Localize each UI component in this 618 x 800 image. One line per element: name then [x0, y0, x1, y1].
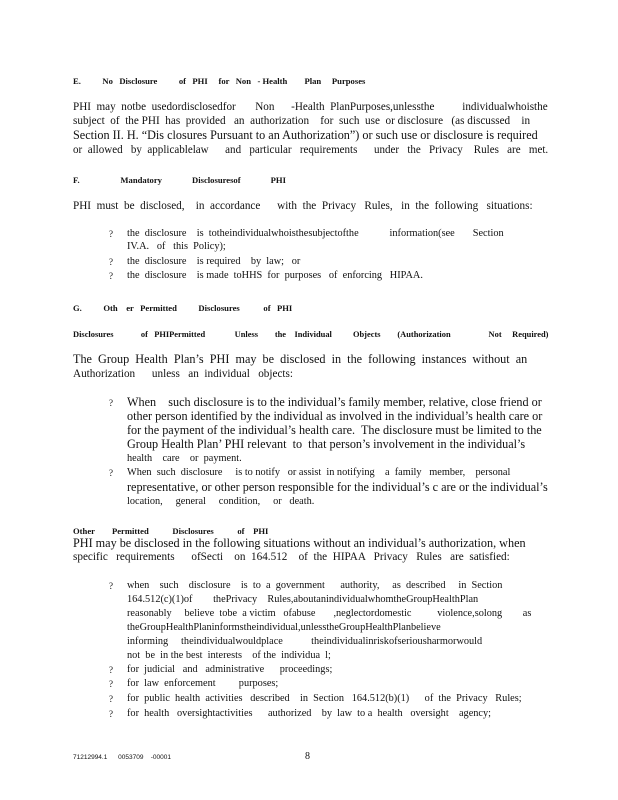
bullet-glyph: ? [109, 271, 113, 281]
section-g-bullet-1-line-3: for the payment of the individual’s health care. The disclosure must be limited to the [127, 423, 542, 437]
section-f-bullet-3: the disclosure is made toHHS for purposes of enforcing HIPAA. [127, 270, 423, 281]
section-g-intro-line-1: The Group Health Plan’s PHI may be disclosed in the following instances without an [73, 352, 528, 366]
section-e-line-2: subject of the PHI has provided an authorization for such use or disclosure (as discussed in [73, 115, 531, 127]
other-bullet-3: for law enforcement purposes; [127, 678, 279, 689]
bullet-glyph: ? [109, 665, 113, 675]
other-bullet-1-line-4: theGroupHealthPlaninformstheindividual,unlesstheGroupHealthPlanbelieve [127, 622, 441, 633]
section-e-line-4: or allowed by applicablelaw and particular requirements under the Privacy Rules are met. [73, 144, 549, 156]
section-g-bullet-1-line-2: other person identified by the individual as involved in the individual’s health care or [127, 409, 543, 423]
other-disclosures-heading: Other Permitted Disclosures of PHI [73, 526, 269, 536]
section-g-subheading: Disclosures of PHIPermitted Unless the Individual Objects (Authorization Not Required) [73, 329, 549, 339]
section-f-bullet-2: the disclosure is required by law; or [127, 256, 301, 267]
bullet-glyph: ? [109, 581, 113, 591]
bullet-glyph: ? [109, 694, 113, 704]
section-f-intro: PHI must be disclosed, in accordance with the Privacy Rules, in the following situations: [73, 200, 533, 212]
other-disclosures-intro-line-2: specific requirements ofSecti on 164.512 of the HIPAA Privacy Rules are satisfied: [73, 551, 510, 563]
section-g-bullet-1-line-4: Group Health Plan’ PHI relevant to that person’s involvement in the individual’s [127, 437, 526, 451]
document-id: 71212994.1 0053709 -00001 [73, 754, 171, 761]
section-g-bullet-1-line-5: health care or payment. [127, 453, 242, 464]
bullet-glyph: ? [109, 468, 113, 478]
section-e-line-3: Section II. H. “Dis closures Pursuant to an Authorization”) or such use or disclosure is required [73, 128, 538, 142]
section-e-heading: E. No Disclosure of PHI for Non - Health Plan Purposes [73, 76, 366, 86]
bullet-glyph: ? [109, 398, 113, 408]
section-e-line-1: PHI may notbe usedordisclosedfor Non -Health PlanPurposes,unlessthe individualwhoisthe [73, 101, 548, 113]
other-disclosures-intro-line-1: PHI may be disclosed in the following situations without an individual’s authorization, when [73, 536, 526, 550]
other-bullet-1-line-5: informing theindividualwouldplace theindividualinriskofseriousharmorwould [127, 636, 483, 647]
bullet-glyph: ? [109, 679, 113, 689]
section-f-bullet-1-line-1: the disclosure is totheindividualwhoisthesubjectofthe information(see Section [127, 228, 504, 239]
section-g-bullet-2-line-2: representative, or other person responsible for the individual’s c are or the individual’s [127, 480, 548, 494]
page-number: 8 [305, 751, 310, 762]
bullet-glyph: ? [109, 229, 113, 239]
other-bullet-1-line-2: 164.512(c)(1)of thePrivacy Rules,aboutanindividualwhomtheGroupHealthPlan [127, 594, 479, 605]
section-g-bullet-2-line-1: When such disclosure is to notify or assist in notifying a family member, personal [127, 467, 511, 478]
other-bullet-5: for health oversightactivities authorized by law to a health oversight agency; [127, 708, 492, 719]
section-g-bullet-2-line-3: location, general condition, or death. [127, 496, 315, 507]
section-f-bullet-1-line-2: IV.A. of this Policy); [127, 241, 226, 252]
other-bullet-1-line-6: not be in the best interests of the individua l; [127, 650, 331, 661]
section-g-intro-line-2: Authorization unless an individual objects: [73, 368, 293, 380]
section-g-heading: G. Oth er Permitted Disclosures of PHI [73, 303, 293, 313]
other-bullet-2: for judicial and administrative proceedings; [127, 664, 333, 675]
other-bullet-4: for public health activities described in Section 164.512(b)(1) of the Privacy Rules; [127, 693, 522, 704]
bullet-glyph: ? [109, 709, 113, 719]
other-bullet-1-line-3: reasonably believe tobe a victim ofabuse ,neglectordomestic violence,solong as [127, 608, 532, 619]
bullet-glyph: ? [109, 257, 113, 267]
other-bullet-1-line-1: when such disclosure is to a government authority, as described in Section [127, 580, 503, 591]
section-f-heading: F. Mandatory Disclosuresof PHI [73, 175, 286, 185]
section-g-bullet-1-line-1: When such disclosure is to the individual’s family member, relative, close friend or [127, 395, 542, 409]
